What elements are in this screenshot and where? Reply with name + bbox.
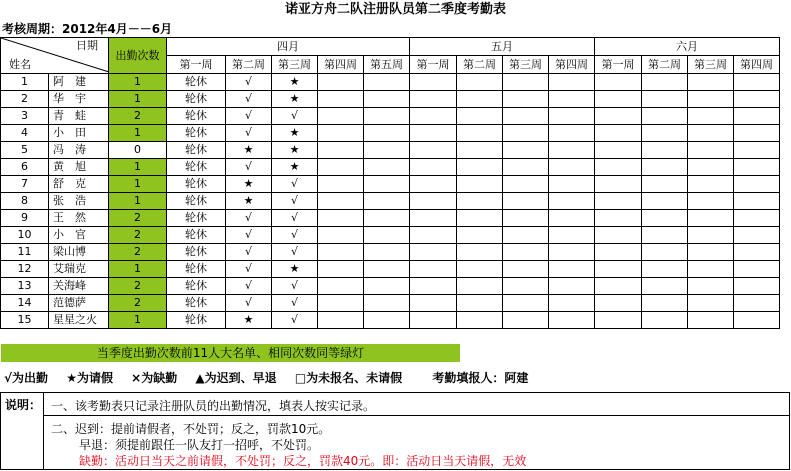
no-cell: 2: [1, 91, 49, 108]
notes-label: 说明：: [5, 398, 42, 412]
note-line-4: 缺勤：活动日当天之前请假，不处罚；反之，罚款40元。即：活动日当天请假，无效: [79, 454, 527, 468]
empty-week-cell: [364, 142, 410, 159]
week-header: 第一周: [167, 56, 226, 74]
empty-week-cell: [318, 125, 364, 142]
name-cell: 王 然: [49, 210, 109, 227]
empty-week-cell: [688, 176, 734, 193]
empty-week-cell: [734, 210, 780, 227]
empty-week-cell: [503, 176, 549, 193]
empty-week-cell: [688, 193, 734, 210]
week-cell: ★: [272, 142, 318, 159]
week-cell: 轮休: [167, 261, 226, 278]
month-april-header: 四月: [167, 38, 410, 56]
name-cell: 小 官: [49, 227, 109, 244]
count-cell: 1: [109, 74, 167, 91]
empty-week-cell: [642, 74, 688, 91]
week-cell: 轮休: [167, 193, 226, 210]
empty-week-cell: [549, 227, 595, 244]
empty-week-cell: [503, 244, 549, 261]
week-cell: √: [226, 74, 272, 91]
empty-week-cell: [503, 295, 549, 312]
table-row: [1, 261, 780, 278]
week-cell: √: [272, 244, 318, 261]
table-row: [1, 278, 780, 295]
week-cell: ★: [272, 74, 318, 91]
week-cell: √: [226, 125, 272, 142]
week-cell: 轮休: [167, 312, 226, 329]
week-cell: √: [272, 295, 318, 312]
week-cell: 轮休: [167, 278, 226, 295]
empty-week-cell: [642, 108, 688, 125]
empty-week-cell: [503, 227, 549, 244]
empty-week-cell: [457, 176, 503, 193]
empty-week-cell: [642, 312, 688, 329]
empty-week-cell: [410, 176, 457, 193]
week-cell: √: [226, 244, 272, 261]
name-cell: 黄 旭: [49, 159, 109, 176]
empty-week-cell: [595, 210, 642, 227]
empty-week-cell: [595, 295, 642, 312]
week-cell: 轮休: [167, 125, 226, 142]
empty-week-cell: [595, 176, 642, 193]
empty-week-cell: [503, 142, 549, 159]
week-cell: √: [226, 261, 272, 278]
week-cell: √: [272, 193, 318, 210]
empty-week-cell: [734, 159, 780, 176]
name-cell: 艾瑞克: [49, 261, 109, 278]
empty-week-cell: [457, 74, 503, 91]
empty-week-cell: [410, 261, 457, 278]
empty-week-cell: [318, 278, 364, 295]
table-row: [1, 312, 780, 329]
no-cell: 5: [1, 142, 49, 159]
empty-week-cell: [595, 312, 642, 329]
week-cell: 轮休: [167, 295, 226, 312]
name-cell: 星星之火: [49, 312, 109, 329]
week-header: 第三周: [688, 56, 734, 74]
week-header: 第二周: [226, 56, 272, 74]
count-cell: 1: [109, 159, 167, 176]
empty-week-cell: [734, 193, 780, 210]
empty-week-cell: [734, 244, 780, 261]
empty-week-cell: [642, 261, 688, 278]
no-cell: 9: [1, 210, 49, 227]
empty-week-cell: [318, 312, 364, 329]
empty-week-cell: [549, 312, 595, 329]
empty-week-cell: [642, 193, 688, 210]
legend: [4, 369, 542, 387]
empty-week-cell: [410, 108, 457, 125]
empty-week-cell: [688, 312, 734, 329]
week-cell: √: [226, 227, 272, 244]
count-cell: 2: [109, 108, 167, 125]
empty-week-cell: [318, 193, 364, 210]
empty-week-cell: [688, 159, 734, 176]
week-cell: ★: [272, 91, 318, 108]
name-cell: 范德萨: [49, 295, 109, 312]
empty-week-cell: [364, 125, 410, 142]
legend-reporter: 考勤填报人：阿建: [432, 371, 529, 385]
empty-week-cell: [734, 125, 780, 142]
name-cell: 冯 涛: [49, 142, 109, 159]
empty-week-cell: [410, 227, 457, 244]
empty-week-cell: [457, 227, 503, 244]
empty-week-cell: [318, 74, 364, 91]
empty-week-cell: [503, 91, 549, 108]
empty-week-cell: [318, 210, 364, 227]
week-cell: ★: [226, 176, 272, 193]
empty-week-cell: [410, 295, 457, 312]
empty-week-cell: [410, 142, 457, 159]
empty-week-cell: [364, 176, 410, 193]
table-row: [1, 91, 780, 108]
empty-week-cell: [318, 91, 364, 108]
empty-week-cell: [549, 278, 595, 295]
legend-leave: ★为请假: [66, 371, 113, 385]
week-cell: 轮休: [167, 159, 226, 176]
week-cell: ★: [226, 142, 272, 159]
summary-banner: 当季度出勤次数前11人大名单、相同次数同等绿灯: [1, 344, 460, 362]
empty-week-cell: [549, 125, 595, 142]
week-cell: √: [272, 108, 318, 125]
week-cell: ★: [272, 159, 318, 176]
table-row: [1, 244, 780, 261]
week-cell: √: [272, 227, 318, 244]
week-cell: √: [226, 108, 272, 125]
empty-week-cell: [688, 227, 734, 244]
empty-week-cell: [595, 142, 642, 159]
empty-week-cell: [410, 210, 457, 227]
week-header: 第四周: [318, 56, 364, 74]
empty-week-cell: [688, 108, 734, 125]
empty-week-cell: [318, 244, 364, 261]
name-header: 姓名: [9, 58, 31, 71]
legend-late: ▲为迟到、早退: [195, 371, 277, 385]
empty-week-cell: [503, 312, 549, 329]
empty-week-cell: [457, 295, 503, 312]
week-header: 第三周: [503, 56, 549, 74]
empty-week-cell: [410, 91, 457, 108]
empty-week-cell: [595, 159, 642, 176]
week-cell: √: [272, 312, 318, 329]
no-cell: 3: [1, 108, 49, 125]
empty-week-cell: [503, 108, 549, 125]
empty-week-cell: [642, 125, 688, 142]
month-may-header: 五月: [410, 38, 595, 56]
week-header: 第四周: [734, 56, 780, 74]
name-cell: 张 浩: [49, 193, 109, 210]
table-row: [1, 159, 780, 176]
empty-week-cell: [457, 193, 503, 210]
sheet-title: 诺亚方舟二队注册队员第二季度考勤表: [284, 2, 506, 17]
empty-week-cell: [457, 244, 503, 261]
empty-week-cell: [688, 295, 734, 312]
empty-week-cell: [595, 227, 642, 244]
week-cell: √: [272, 278, 318, 295]
empty-week-cell: [364, 312, 410, 329]
period-label: 考核周期：2012年4月－－6月: [2, 22, 173, 36]
empty-week-cell: [503, 125, 549, 142]
legend-absent: ×为缺勤: [131, 371, 178, 385]
empty-week-cell: [734, 295, 780, 312]
corner-header-cell: [1, 38, 109, 74]
note-line-2: 二、迟到：提前请假者，不处罚；反之，罚款10元。: [51, 422, 331, 436]
empty-week-cell: [642, 244, 688, 261]
empty-week-cell: [688, 74, 734, 91]
table-row: [1, 108, 780, 125]
empty-week-cell: [503, 159, 549, 176]
table-row: [1, 176, 780, 193]
empty-week-cell: [364, 91, 410, 108]
count-cell: 1: [109, 193, 167, 210]
count-cell: 2: [109, 295, 167, 312]
table-row: [1, 210, 780, 227]
empty-week-cell: [688, 210, 734, 227]
empty-week-cell: [457, 159, 503, 176]
name-cell: 青 蛙: [49, 108, 109, 125]
empty-week-cell: [549, 159, 595, 176]
week-cell: 轮休: [167, 210, 226, 227]
week-cell: ★: [272, 125, 318, 142]
empty-week-cell: [549, 295, 595, 312]
week-cell: 轮休: [167, 142, 226, 159]
no-cell: 6: [1, 159, 49, 176]
empty-week-cell: [364, 295, 410, 312]
table-row: [1, 125, 780, 142]
empty-week-cell: [364, 261, 410, 278]
empty-week-cell: [364, 108, 410, 125]
empty-week-cell: [595, 91, 642, 108]
count-cell: 1: [109, 261, 167, 278]
empty-week-cell: [595, 244, 642, 261]
empty-week-cell: [410, 312, 457, 329]
empty-week-cell: [410, 159, 457, 176]
empty-week-cell: [457, 278, 503, 295]
legend-unregistered: □为未报名、未请假: [294, 371, 403, 385]
week-cell: √: [272, 210, 318, 227]
empty-week-cell: [688, 125, 734, 142]
empty-week-cell: [549, 261, 595, 278]
empty-week-cell: [410, 125, 457, 142]
notes-box: [0, 392, 790, 470]
week-header: 第二周: [457, 56, 503, 74]
legend-present: √为出勤: [4, 371, 49, 385]
empty-week-cell: [549, 142, 595, 159]
empty-week-cell: [688, 261, 734, 278]
empty-week-cell: [364, 159, 410, 176]
empty-week-cell: [410, 278, 457, 295]
week-cell: 轮休: [167, 244, 226, 261]
table-row: [1, 74, 780, 91]
empty-week-cell: [410, 74, 457, 91]
empty-week-cell: [549, 176, 595, 193]
empty-week-cell: [457, 142, 503, 159]
empty-week-cell: [642, 278, 688, 295]
empty-week-cell: [364, 227, 410, 244]
week-cell: 轮休: [167, 227, 226, 244]
empty-week-cell: [457, 125, 503, 142]
empty-week-cell: [688, 142, 734, 159]
empty-week-cell: [642, 176, 688, 193]
empty-week-cell: [595, 125, 642, 142]
notes-divider: [43, 415, 789, 416]
empty-week-cell: [318, 176, 364, 193]
no-cell: 4: [1, 125, 49, 142]
week-cell: √: [272, 176, 318, 193]
note-line-1: 一、该考勤表只记录注册队员的出勤情况，填表人按实记录。: [51, 399, 376, 413]
count-cell: 1: [109, 176, 167, 193]
table-row: [1, 142, 780, 159]
date-header: 日期: [76, 39, 98, 52]
empty-week-cell: [318, 295, 364, 312]
empty-week-cell: [364, 210, 410, 227]
empty-week-cell: [457, 261, 503, 278]
empty-week-cell: [549, 244, 595, 261]
no-cell: 12: [1, 261, 49, 278]
empty-week-cell: [595, 108, 642, 125]
week-cell: ★: [226, 312, 272, 329]
empty-week-cell: [734, 227, 780, 244]
month-june-header: 六月: [595, 38, 780, 56]
week-cell: √: [226, 210, 272, 227]
count-cell: 1: [109, 91, 167, 108]
week-cell: √: [226, 91, 272, 108]
empty-week-cell: [318, 142, 364, 159]
empty-week-cell: [549, 193, 595, 210]
empty-week-cell: [549, 74, 595, 91]
empty-week-cell: [688, 278, 734, 295]
week-header: 第四周: [549, 56, 595, 74]
name-cell: 华 宇: [49, 91, 109, 108]
week-cell: ★: [226, 193, 272, 210]
empty-week-cell: [642, 142, 688, 159]
empty-week-cell: [318, 261, 364, 278]
count-cell: 1: [109, 312, 167, 329]
count-cell: 0: [109, 142, 167, 159]
empty-week-cell: [642, 210, 688, 227]
name-cell: 关海峰: [49, 278, 109, 295]
week-cell: √: [226, 295, 272, 312]
week-cell: 轮休: [167, 108, 226, 125]
empty-week-cell: [688, 91, 734, 108]
week-header: 第三周: [272, 56, 318, 74]
empty-week-cell: [503, 261, 549, 278]
count-cell: 2: [109, 210, 167, 227]
empty-week-cell: [549, 91, 595, 108]
empty-week-cell: [364, 278, 410, 295]
week-cell: 轮休: [167, 74, 226, 91]
count-cell: 2: [109, 244, 167, 261]
no-cell: 8: [1, 193, 49, 210]
no-cell: 15: [1, 312, 49, 329]
empty-week-cell: [549, 210, 595, 227]
week-cell: √: [226, 159, 272, 176]
empty-week-cell: [457, 312, 503, 329]
empty-week-cell: [503, 278, 549, 295]
empty-week-cell: [410, 244, 457, 261]
no-cell: 10: [1, 227, 49, 244]
empty-week-cell: [503, 210, 549, 227]
empty-week-cell: [734, 74, 780, 91]
week-header: 第二周: [642, 56, 688, 74]
empty-week-cell: [688, 244, 734, 261]
empty-week-cell: [642, 227, 688, 244]
empty-week-cell: [734, 261, 780, 278]
empty-week-cell: [734, 142, 780, 159]
empty-week-cell: [410, 193, 457, 210]
week-header: 第五周: [364, 56, 410, 74]
week-cell: √: [226, 278, 272, 295]
empty-week-cell: [595, 261, 642, 278]
name-cell: 梁山博: [49, 244, 109, 261]
table-row: [1, 295, 780, 312]
empty-week-cell: [318, 108, 364, 125]
note-line-3: 早退：须提前跟任一队友打一招呼，不处罚。: [79, 438, 320, 452]
week-header: 第一周: [410, 56, 457, 74]
week-cell: 轮休: [167, 176, 226, 193]
empty-week-cell: [318, 227, 364, 244]
name-cell: 舒 克: [49, 176, 109, 193]
no-cell: 13: [1, 278, 49, 295]
no-cell: 11: [1, 244, 49, 261]
empty-week-cell: [457, 91, 503, 108]
attendance-table: [0, 37, 780, 329]
empty-week-cell: [734, 176, 780, 193]
count-header: 出勤次数: [109, 38, 167, 74]
notes-label-cell: [1, 393, 44, 469]
empty-week-cell: [364, 74, 410, 91]
no-cell: 7: [1, 176, 49, 193]
week-cell: ★: [272, 261, 318, 278]
no-cell: 1: [1, 74, 49, 91]
table-row: [1, 227, 780, 244]
empty-week-cell: [642, 91, 688, 108]
empty-week-cell: [734, 91, 780, 108]
empty-week-cell: [549, 108, 595, 125]
no-cell: 14: [1, 295, 49, 312]
name-cell: 阿 建: [49, 74, 109, 91]
count-cell: 2: [109, 278, 167, 295]
empty-week-cell: [595, 278, 642, 295]
empty-week-cell: [457, 108, 503, 125]
empty-week-cell: [595, 74, 642, 91]
count-cell: 2: [109, 227, 167, 244]
empty-week-cell: [364, 193, 410, 210]
week-header: 第一周: [595, 56, 642, 74]
week-cell: 轮休: [167, 91, 226, 108]
empty-week-cell: [318, 159, 364, 176]
empty-week-cell: [364, 244, 410, 261]
table-row: [1, 193, 780, 210]
empty-week-cell: [734, 312, 780, 329]
empty-week-cell: [642, 159, 688, 176]
name-cell: 小 田: [49, 125, 109, 142]
empty-week-cell: [595, 193, 642, 210]
empty-week-cell: [642, 295, 688, 312]
empty-week-cell: [734, 108, 780, 125]
empty-week-cell: [503, 193, 549, 210]
empty-week-cell: [457, 210, 503, 227]
empty-week-cell: [503, 74, 549, 91]
count-cell: 1: [109, 125, 167, 142]
empty-week-cell: [734, 278, 780, 295]
